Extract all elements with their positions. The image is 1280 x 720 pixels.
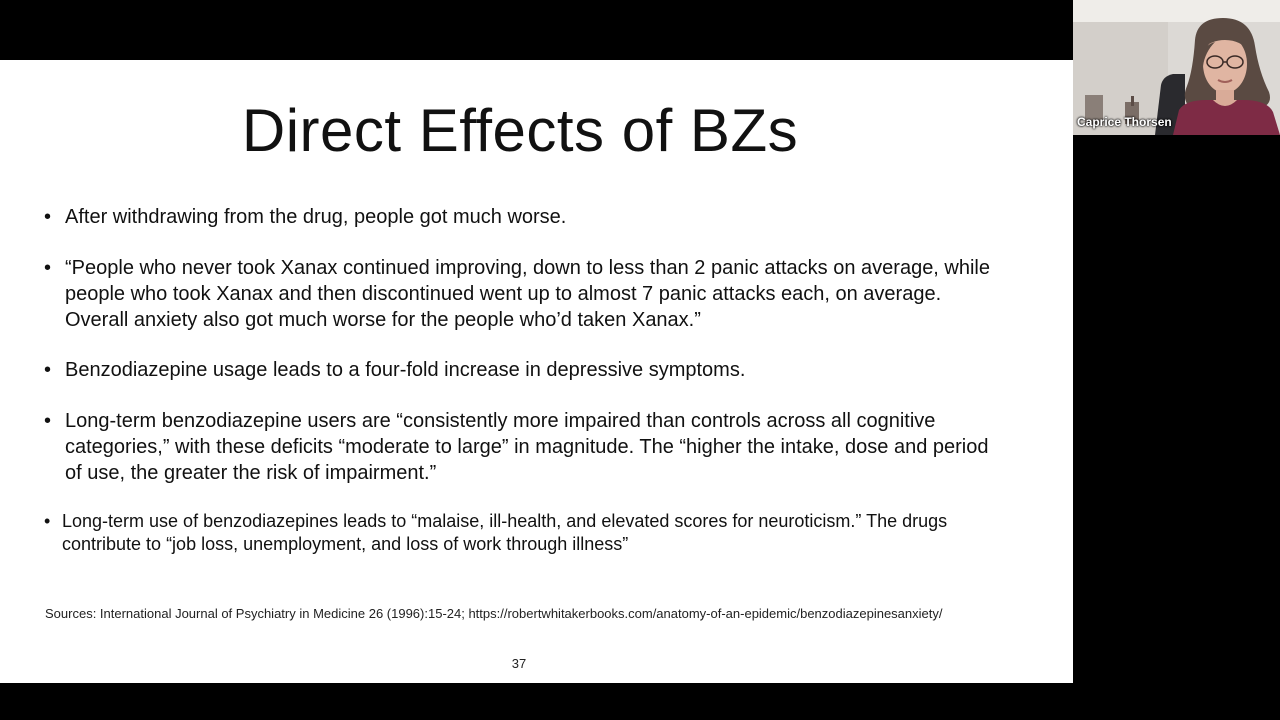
bullet-text: Long-term use of benzodiazepines leads to “malaise, ill-health, and elevated scores for neuroticism.” The drugs contribute to “job loss, unemployment, and loss of work through illness”	[62, 511, 948, 554]
sources-citation: Sources: International Journal of Psychiatry in Medicine 26 (1996):15-24; https://robertwhitakerbooks.com/anatomy-of-an-epidemic/benzodiazepinesanxiety/	[45, 606, 943, 621]
bullet-text: After withdrawing from the drug, people got much worse.	[65, 206, 567, 228]
bullet-item	[44, 408, 1004, 486]
bullet-text: Benzodiazepine usage leads to a four-fold increase in depressive symptoms.	[65, 359, 746, 381]
bullet-item	[44, 255, 1004, 333]
bullet-text: Long-term benzodiazepine users are “consistently more impaired than controls across all cognitive categories,” with these deficits “moderate to large” in magnitude. The “higher the intake, dose and period of use, the greater the risk of impairment.”	[65, 410, 989, 484]
bullet-marker: •	[44, 410, 52, 432]
participant-video-tile[interactable]	[1073, 0, 1280, 135]
slide-page-number: 37	[511, 656, 527, 671]
bullet-text: “People who never took Xanax continued improving, down to less than 2 panic attacks on average, while people who took Xanax and then discontinued went up to almost 7 panic attacks each, on average. Overall anxiety also got much worse for the people who’d taken Xanax.”	[65, 257, 990, 331]
bullet-item	[44, 510, 1004, 556]
bullet-marker: •	[44, 359, 52, 381]
bullet-list	[44, 204, 1004, 556]
bullet-item	[44, 204, 1004, 230]
presentation-slide	[0, 60, 1073, 683]
bullet-marker: •	[44, 511, 51, 531]
bullet-marker: •	[44, 257, 52, 279]
slide-title: Direct Effects of BZs	[241, 97, 799, 164]
bullet-item	[44, 357, 1004, 383]
participant-name-label: Caprice Thorsen	[1077, 115, 1172, 129]
bullet-marker: •	[44, 206, 52, 228]
